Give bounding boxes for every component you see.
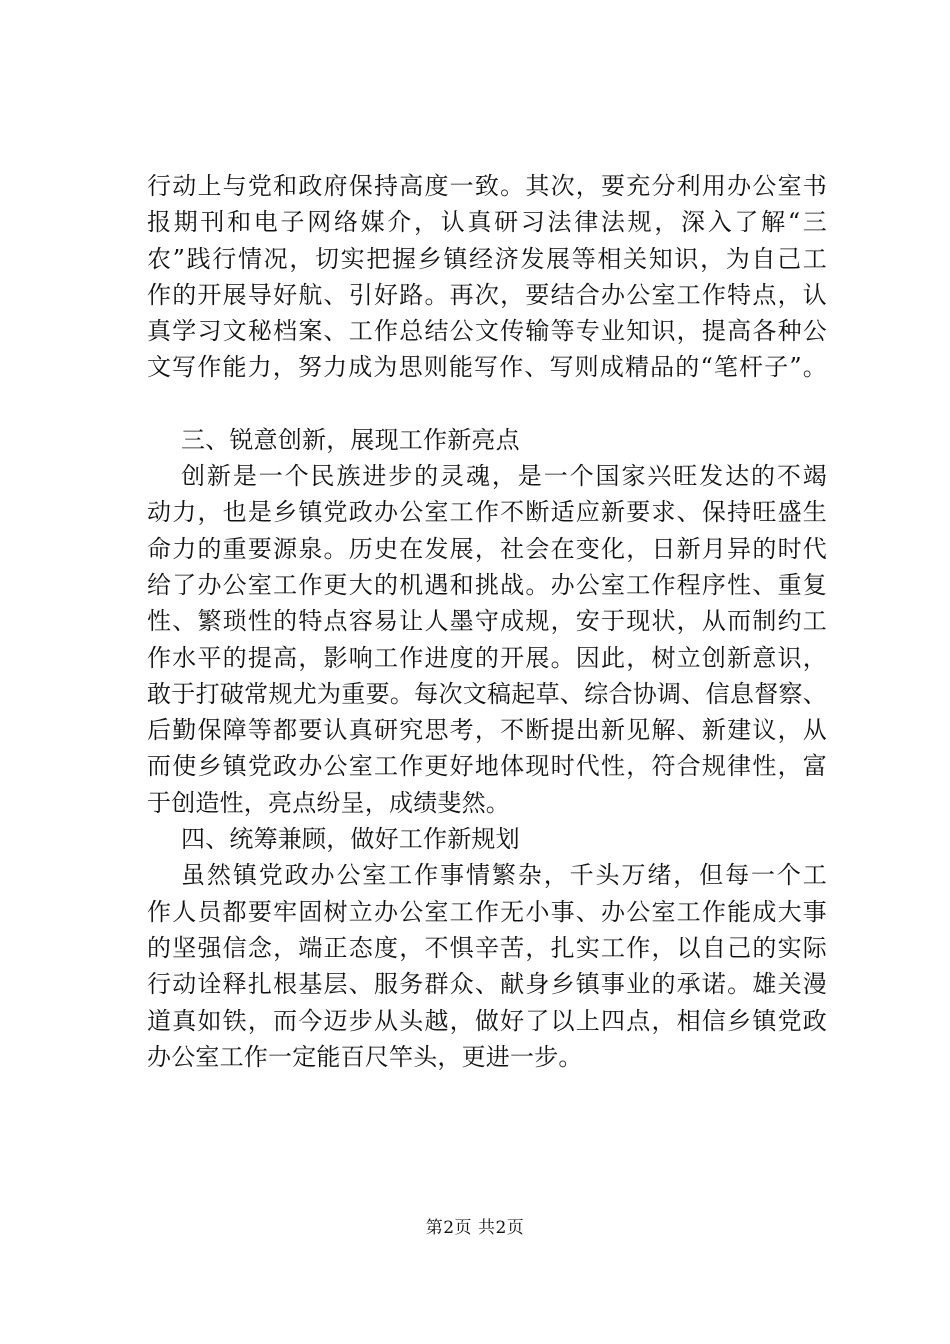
page-number-footer: 第2页 共2页 bbox=[425, 1218, 525, 1238]
section-heading-4: 四、统筹兼顾，做好工作新规划 bbox=[181, 825, 520, 854]
text-line: 动力，也是乡镇党政办公室工作不断适应新要求、保持旺盛生 bbox=[147, 498, 827, 527]
text-line: 后勤保障等都要认真研究思考，不断提出新见解、新建议，从 bbox=[147, 716, 827, 745]
paragraph-continuation bbox=[147, 168, 827, 386]
text-line: 创新是一个民族进步的灵魂，是一个国家兴旺发达的不竭 bbox=[181, 462, 827, 491]
text-line: 于创造性，亮点纷呈，成绩斐然。 bbox=[147, 788, 510, 817]
text-line: 道真如铁，而今迈步从头越，做好了以上四点，相信乡镇党政 bbox=[147, 1006, 827, 1035]
text-line: 文写作能力，努力成为思则能写作、写则成精品的“笔杆子”。 bbox=[147, 353, 827, 382]
paragraph-planning bbox=[147, 857, 827, 1075]
text-line: 报期刊和电子网络媒介，认真研习法律法规，深入了解“三 bbox=[147, 208, 827, 237]
text-line: 农”践行情况，切实把握乡镇经济发展等相关知识，为自己工 bbox=[147, 244, 827, 273]
text-line: 真学习文秘档案、工作总结公文传输等专业知识，提高各种公 bbox=[147, 317, 827, 346]
text-line: 命力的重要源泉。历史在发展，社会在变化，日新月异的时代 bbox=[147, 534, 827, 563]
paragraph-innovation bbox=[147, 458, 827, 821]
text-line: 敢于打破常规尤为重要。每次文稿起草、综合协调、信息督察、 bbox=[147, 679, 827, 708]
paragraph-gap bbox=[147, 386, 827, 422]
section-heading-3: 三、锐意创新，展现工作新亮点 bbox=[181, 425, 520, 454]
text-line: 行动上与党和政府保持高度一致。其次，要充分利用办公室书 bbox=[147, 172, 827, 200]
text-line: 给了办公室工作更大的机遇和挑战。办公室工作程序性、重复 bbox=[147, 570, 827, 599]
text-line: 行动诠释扎根基层、服务群众、献身乡镇事业的承诺。雄关漫 bbox=[147, 970, 827, 999]
text-line: 办公室工作一定能百尺竿头，更进一步。 bbox=[147, 1042, 583, 1071]
text-line: 虽然镇党政办公室工作事情繁杂，千头万绪，但每一个工 bbox=[181, 861, 827, 890]
document-body bbox=[147, 168, 827, 1075]
text-line: 而使乡镇党政办公室工作更好地体现时代性，符合规律性，富 bbox=[147, 752, 827, 781]
text-line: 作的开展导好航、引好路。再次，要结合办公室工作特点，认 bbox=[147, 280, 827, 309]
text-line: 的坚强信念，端正态度，不惧辛苦，扎实工作，以自己的实际 bbox=[147, 933, 827, 962]
text-line: 性、繁琐性的特点容易让人墨守成规，安于现状，从而制约工 bbox=[147, 607, 827, 636]
text-line: 作水平的提高，影响工作进度的开展。因此，树立创新意识， bbox=[147, 643, 827, 672]
text-line: 作人员都要牢固树立办公室工作无小事、办公室工作能成大事 bbox=[147, 897, 827, 926]
